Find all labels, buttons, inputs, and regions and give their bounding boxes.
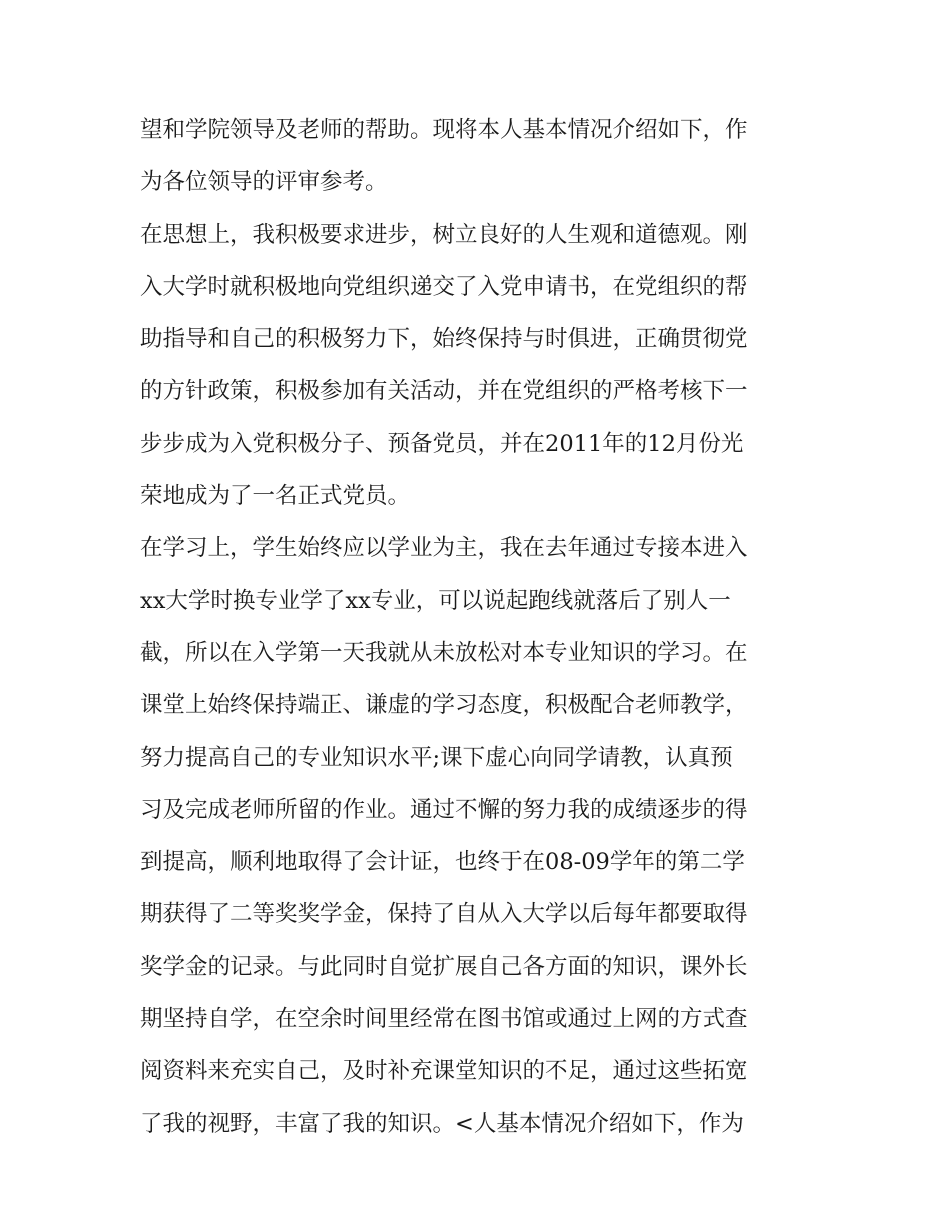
text-line: 截，所以在入学第一天我就从未放松对本专业知识的学习。在 [140, 639, 748, 666]
text-line: xx大学时换专业学了xx专业，可以说起跑线就落后了别人一 [140, 587, 731, 614]
text-line: 步步成为入党积极分子、预备党员，并在2011年的12月份光 [140, 430, 744, 457]
text-line: 习及完成老师所留的作业。通过不懈的努力我的成绩逐步的得 [140, 796, 748, 823]
text-line: 的方针政策，积极参加有关活动，并在党组织的严格考核下一 [140, 378, 748, 405]
text-line: 入大学时就积极地向党组织递交了入党申请书，在党组织的帮 [140, 273, 748, 300]
text-line: 期坚持自学，在空余时间里经常在图书馆或通过上网的方式查 [140, 1006, 748, 1033]
text-line: 望和学院领导及老师的帮助。现将本人基本情况介绍如下，作 [140, 117, 748, 143]
text-line: 了我的视野，丰富了我的知识。<人基本情况介绍如下，作为 [140, 1110, 744, 1137]
text-line: 助指导和自己的积极努力下，始终保持与时俱进，正确贯彻党 [140, 326, 748, 353]
text-line: 为各位领导的评审参考。 [140, 169, 388, 196]
text-line: 期获得了二等奖奖学金，保持了自从入大学以后每年都要取得 [140, 901, 748, 928]
text-line: 课堂上始终保持端正、谦虚的学习态度，积极配合老师教学， [140, 692, 748, 719]
text-line: 在学习上，学生始终应以学业为主，我在去年通过专接本进入 [140, 535, 748, 562]
text-line: 奖学金的记录。与此同时自觉扩展自己各方面的知识，课外长 [140, 953, 748, 980]
body-text [140, 108, 820, 1154]
text-line: 到提高，顺利地取得了会计证，也终于在08-09学年的第二学 [140, 849, 745, 876]
text-line: 阅资料来充实自己，及时补充课堂知识的不足，通过这些拓宽 [140, 1058, 748, 1085]
text-line: 努力提高自己的专业知识水平;课下虚心向同学请教，认真预 [140, 744, 733, 771]
text-line: 在思想上，我积极要求进步，树立良好的人生观和道德观。刚 [140, 221, 748, 248]
text-line: 荣地成为了一名正式党员。 [140, 483, 411, 510]
